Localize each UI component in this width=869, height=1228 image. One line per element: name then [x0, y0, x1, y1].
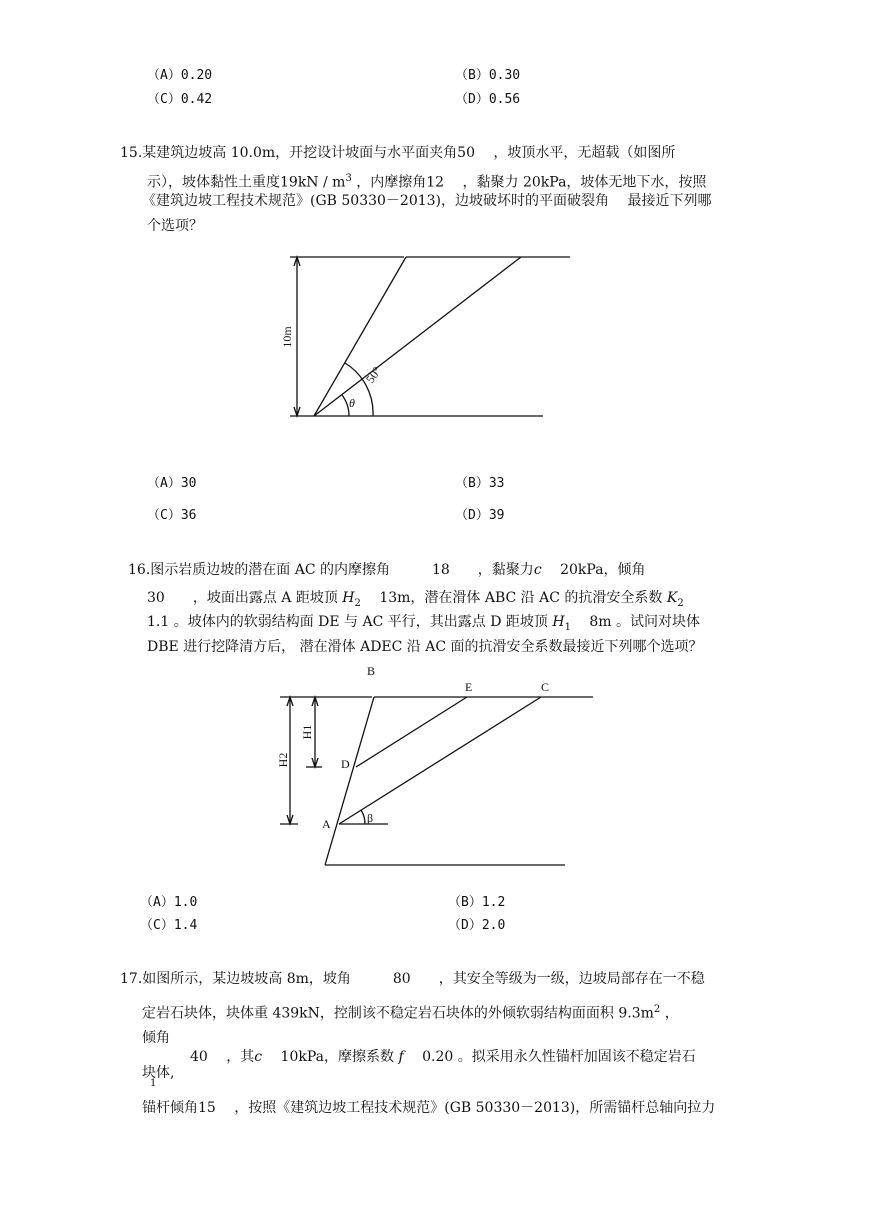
q14-option-b: （B）0.30 [455, 68, 521, 83]
q15-line-3: 《建筑边坡工程技术规范》(GB 50330－2013)，边坡破坏时的平面破裂角 最接近下列哪 [142, 193, 712, 209]
q16-option-b: （B）1.2 [448, 895, 506, 910]
q16-point-c: C [541, 680, 550, 694]
q15-line-4: 个选项？ [147, 218, 203, 234]
q15-line-2: 示），坡体黏性土重度$19kN / m^3$ ，内摩擦角12 ，黏聚力 20kPa，坡体无地下水，按照 [147, 173, 707, 191]
q16-line-2: 30 ，坡面出露点 A 距坡顶 $H_2$ 13m，潜在滑体 ABC 沿 AC 的抗滑安全系数 $K_2$ [147, 590, 684, 609]
q15-option-d: （D）39 [455, 508, 505, 523]
q17-line-3: 倾角 [142, 1030, 170, 1046]
q17-line-1: 17.如图所示，某边坡坡高 8m，坡角 80 ，其安全等级为一级，边坡局部存在一不稳 [120, 971, 705, 987]
q16-line-1: 16.图示岩质边坡的潜在面 AC 的内摩擦角 18 ，黏聚力c 20kPa，倾角 [128, 562, 646, 578]
q16-h1-label: H1 [300, 724, 314, 740]
q15-option-a: （A）30 [147, 476, 197, 491]
q15-option-b: （B）33 [455, 476, 505, 491]
q14-option-a: （A）0.20 [147, 68, 213, 83]
q14-option-d: （D）0.56 [455, 92, 521, 107]
q16-line-4: DBE 进行挖降清方后， 潜在滑体 ADEC 沿 AC 面的抗滑安全系数最接近下列哪个选项？ [147, 639, 703, 655]
q16-line-3: 1.1 。坡体内的软弱结构面 DE 与 AC 平行，其出露点 D 距坡顶 $H_1$ 8m 。试问对块体 [147, 614, 701, 633]
q17-line-6: 锚杆倾角15 ，按照《建筑边坡工程技术规范》(GB 50330－2013)，所需锚杆总轴向拉力 [142, 1100, 716, 1116]
q16-point-a: A [322, 817, 331, 831]
q15-height-label: 10m [280, 326, 294, 348]
q17-line-5: 块体, [142, 1065, 175, 1081]
q15-option-c: （C）36 [147, 508, 197, 523]
q16-point-e: E [465, 680, 473, 694]
q15-line-1: 15.某建筑边坡高 10.0m，开挖设计坡面与水平面夹角50 ，坡顶水平，无超载（如图所 [120, 145, 676, 161]
q16-option-d: （D）2.0 [448, 918, 506, 933]
q17-line-2: 定岩石块体，块体重 439kN，控制该不稳定岩石块体的外倾软弱结构面面积 $9.3m^2$ ， [142, 1004, 679, 1022]
q16-point-b: B [367, 664, 376, 678]
q15-theta-label: θ [349, 396, 355, 410]
q16-option-c: （C）1.4 [140, 918, 198, 933]
q14-option-c: （C）0.42 [147, 92, 213, 107]
q16-beta-label: β [367, 811, 374, 825]
q17-line-4: 40 ，其c 10kPa，摩擦系数 f 0.20 。拟采用永久性锚杆加固该不稳定岩石 [190, 1049, 696, 1065]
q17-line-5-subscript: 1 [150, 1078, 157, 1089]
q15-angle-label: 50° [362, 363, 385, 386]
q16-option-a: （A）1.0 [140, 895, 198, 910]
q16-h2-label: H2 [276, 752, 290, 768]
q16-point-d: D [341, 757, 350, 771]
